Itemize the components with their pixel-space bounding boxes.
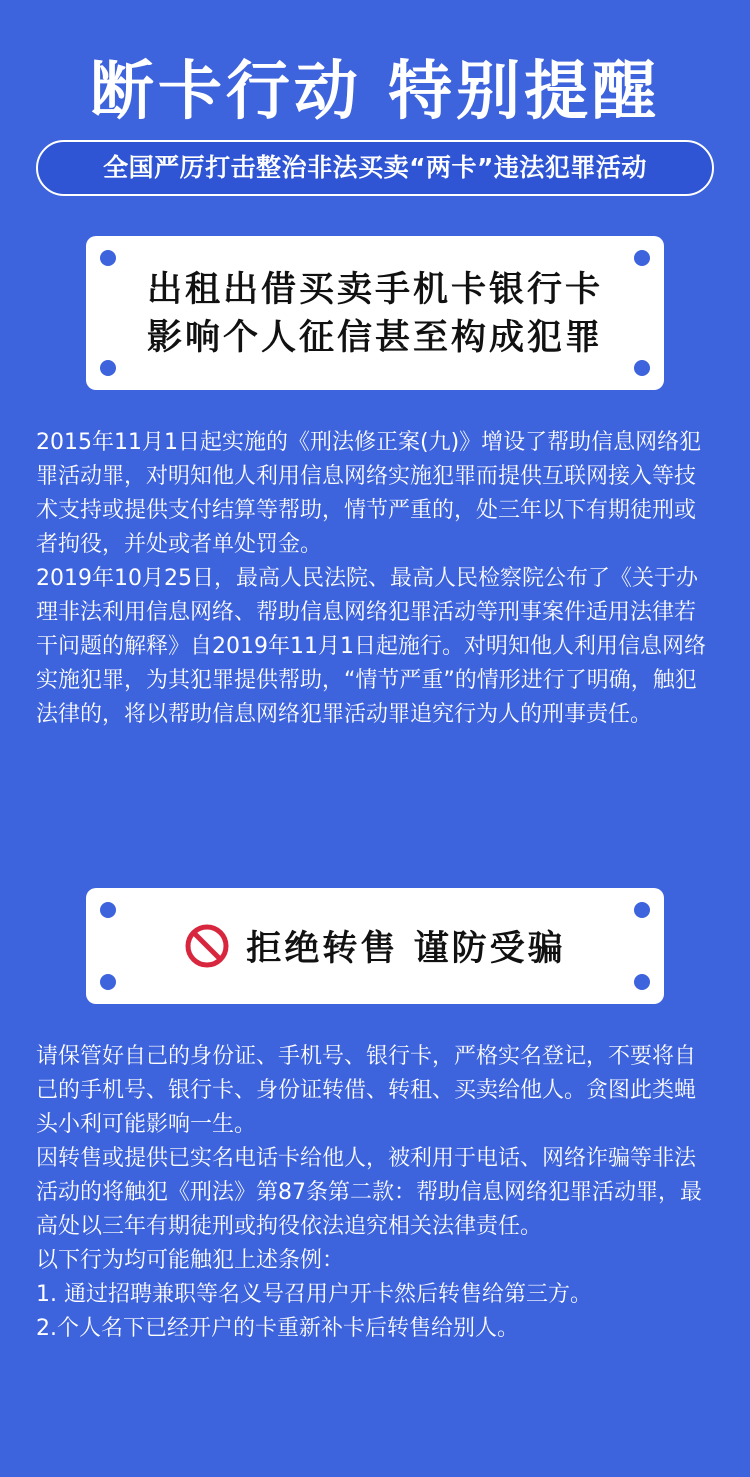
advice-paragraph-1: 请保管好自己的身份证、手机号、银行卡，严格实名登记，不要将自己的手机号、银行卡、身份证转借、转租、买卖给他人。贪图此类蝇头小利可能影响一生。 [36, 1044, 697, 1137]
slogan-text: 拒绝转售 谨防受骗 [246, 929, 566, 969]
legal-paragraph-1: 2015年11月1日起实施的《刑法修正案(九)》增设了帮助信息网络犯罪活动罪，对明知他人利用信息网络实施犯罪而提供互联网接入等技术支持或提供支付结算等帮助，情节严重的，处三年以下有期徒刑或者拘役，并处或者单处罚金。 [36, 430, 702, 557]
decor-dot-top-right [634, 250, 650, 266]
legal-basis-section [36, 426, 716, 732]
decor-dot-top-left [100, 250, 116, 266]
advice-paragraph-3: 以下行为均可能触犯上述条例： [36, 1248, 345, 1273]
advice-paragraph-2: 因转售或提供已实名电话卡给他人，被利用于电话、网络诈骗等非法活动的将触犯《刑法》第87条第二款：帮助信息网络犯罪活动罪，最高处以三年有期徒刑或拘役依法追究相关法律责任。 [36, 1146, 702, 1239]
warning-card [86, 236, 664, 390]
prohibited-icon [184, 923, 230, 969]
page-title: 断卡行动 特别提醒 [89, 55, 661, 129]
subtitle-banner: 全国严厉打击整治非法买卖“两卡”违法犯罪活动 [36, 140, 714, 196]
advice-list-item-1: 1. 通过招聘兼职等名义号召用户开卡然后转售给第三方。 [36, 1282, 592, 1307]
decor-dot-top-left [100, 902, 116, 918]
slogan-card [86, 888, 664, 1004]
warning-headline [86, 266, 664, 362]
decor-dot-bottom-left [100, 974, 116, 990]
decor-dot-bottom-left [100, 360, 116, 376]
decor-dot-top-right [634, 902, 650, 918]
decor-dot-bottom-right [634, 360, 650, 376]
warning-line-1: 出租出借买卖手机卡银行卡 [146, 270, 603, 310]
warning-line-2: 影响个人征信甚至构成犯罪 [146, 318, 603, 358]
slogan-headline [86, 918, 664, 974]
advice-section [36, 1040, 716, 1346]
legal-paragraph-2: 2019年10月25日，最高人民法院、最高人民检察院公布了《关于办理非法利用信息网络、帮助信息网络犯罪活动等刑事案件适用法律若干问题的解释》自2019年11月1日起施行。对明知他人利用信息网络实施犯罪，为其犯罪提供帮助，“情节严重”的情形进行了明确，触犯法律的，将以帮助信息网络犯罪活动罪追究行为人的刑事责任。 [36, 566, 706, 727]
decor-dot-bottom-right [634, 974, 650, 990]
advice-list-item-2: 2.个人名下已经开户的卡重新补卡后转售给别人。 [36, 1316, 519, 1341]
